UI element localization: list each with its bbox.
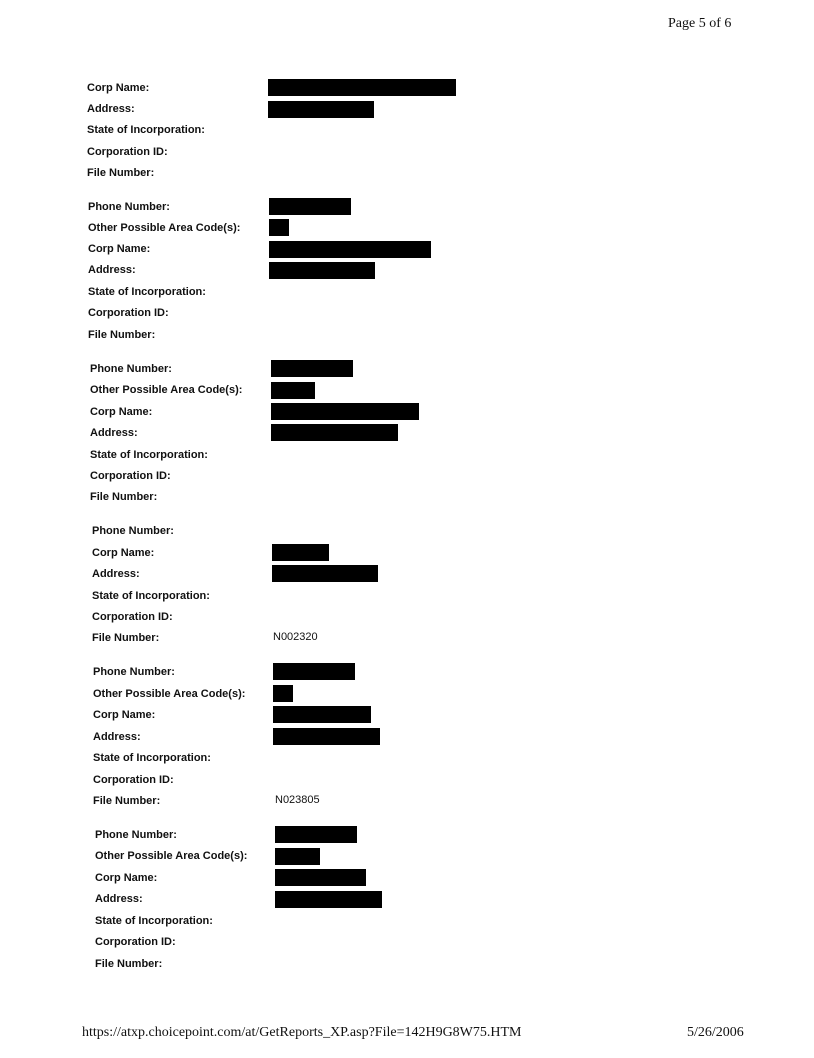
state-of-incorporation-label: State of Incorporation: (90, 449, 208, 461)
corp-name-label: Corp Name: (88, 243, 151, 255)
other-area-codes-label: Other Possible Area Code(s): (95, 850, 248, 862)
redacted-address (275, 891, 382, 908)
redacted-corp-name (272, 544, 329, 561)
file-number-value: N023805 (275, 794, 320, 806)
redacted-corp-name (269, 241, 431, 258)
redacted-area-code (273, 685, 293, 702)
state-of-incorporation-label: State of Incorporation: (88, 286, 206, 298)
corporation-id-label: Corporation ID: (87, 146, 168, 158)
corporation-id-label: Corporation ID: (95, 936, 176, 948)
state-of-incorporation-label: State of Incorporation: (92, 590, 210, 602)
redacted-phone-number (269, 198, 351, 215)
file-number-label: File Number: (95, 958, 163, 970)
redacted-address (273, 728, 380, 745)
redacted-phone-number (271, 360, 353, 377)
other-area-codes-label: Other Possible Area Code(s): (88, 222, 241, 234)
phone-number-label: Phone Number: (92, 525, 174, 537)
redacted-address (272, 565, 378, 582)
corporation-id-label: Corporation ID: (88, 307, 169, 319)
phone-number-label: Phone Number: (93, 666, 175, 678)
corporation-id-label: Corporation ID: (92, 611, 173, 623)
state-of-incorporation-label: State of Incorporation: (87, 124, 205, 136)
redacted-phone-number (273, 663, 355, 680)
corp-name-label: Corp Name: (87, 82, 150, 94)
state-of-incorporation-label: State of Incorporation: (93, 752, 211, 764)
phone-number-label: Phone Number: (90, 363, 172, 375)
other-area-codes-label: Other Possible Area Code(s): (93, 688, 246, 700)
redacted-address (268, 101, 374, 118)
other-area-codes-label: Other Possible Area Code(s): (90, 384, 243, 396)
redacted-corp-name (271, 403, 419, 420)
address-label: Address: (88, 264, 136, 276)
redacted-address (269, 262, 375, 279)
footer-date: 5/26/2006 (687, 1025, 744, 1040)
redacted-corp-name (268, 79, 456, 96)
file-number-label: File Number: (92, 632, 160, 644)
redacted-area-code (269, 219, 289, 236)
redacted-corp-name (275, 869, 366, 886)
state-of-incorporation-label: State of Incorporation: (95, 915, 213, 927)
redacted-address (271, 424, 398, 441)
redacted-area-code (275, 848, 320, 865)
redacted-area-code (271, 382, 315, 399)
file-number-label: File Number: (90, 491, 158, 503)
corp-name-label: Corp Name: (95, 872, 158, 884)
redacted-corp-name (273, 706, 371, 723)
phone-number-label: Phone Number: (88, 201, 170, 213)
corporation-id-label: Corporation ID: (93, 774, 174, 786)
address-label: Address: (93, 731, 141, 743)
corp-name-label: Corp Name: (92, 547, 155, 559)
address-label: Address: (95, 893, 143, 905)
corp-name-label: Corp Name: (93, 709, 156, 721)
footer-url: https://atxp.choicepoint.com/at/GetReports_XP.asp?File=142H9G8W75.HTM (82, 1025, 522, 1040)
address-label: Address: (87, 103, 135, 115)
phone-number-label: Phone Number: (95, 829, 177, 841)
file-number-label: File Number: (93, 795, 161, 807)
file-number-label: File Number: (88, 329, 156, 341)
file-number-label: File Number: (87, 167, 155, 179)
file-number-value: N002320 (273, 631, 318, 643)
address-label: Address: (92, 568, 140, 580)
address-label: Address: (90, 427, 138, 439)
redacted-phone-number (275, 826, 357, 843)
corporation-id-label: Corporation ID: (90, 470, 171, 482)
page-number: Page 5 of 6 (668, 16, 732, 31)
corp-name-label: Corp Name: (90, 406, 153, 418)
